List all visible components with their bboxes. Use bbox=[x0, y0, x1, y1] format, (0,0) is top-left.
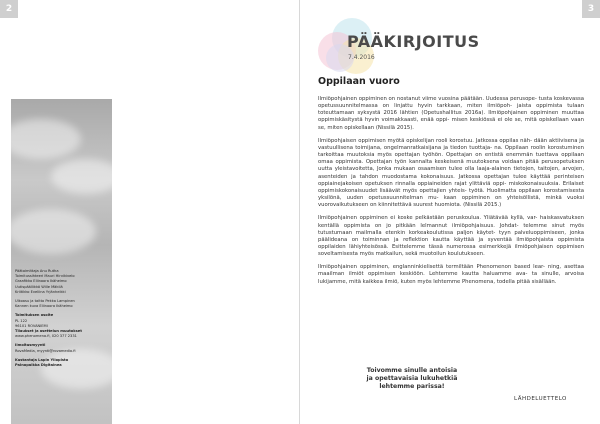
cover-sky-image bbox=[11, 99, 112, 424]
closing-line: ja opettavaisia lukuhetkiä bbox=[366, 375, 458, 382]
article-paragraph: Ilmiöpohjainen oppiminen on nostanut viime vuosina päätään. Uudessa perusope- tusta koskevassa opetussuunnitelmassa on linjattu hyvin tarkkaan, miten ilmiöpoh- jaista oppimista tulaan toteuttamaan syksystä 2016 lähtien (Opetushallitus 2016a). Ilmiöpohjainen oppiminen muuttaa oppimiskäsitystä hyvin voimakkaasti, enää oppi- misen keskiössä ei ole se, mitä opiskellaan vaan se, miten opiskellaan (Nissilä 2015). bbox=[318, 96, 584, 131]
credit-editor: Päätoimittaja Anu Rutha bbox=[15, 269, 59, 273]
closing-line: Toivomme sinulle antoisia bbox=[366, 367, 458, 374]
credit-cover: Kannen kuva Eliinoora Ikäheimo bbox=[15, 304, 73, 309]
section-date: 7.4.2016 bbox=[348, 54, 375, 61]
ads-contact: RovaMedia, myynti@rovamedia.fi bbox=[15, 348, 76, 353]
credit-layout: Ulkoasu ja taitto Pekka Lampinen bbox=[15, 299, 75, 304]
office-line: www.phenomena.fi, 020 377 2331 bbox=[15, 334, 77, 339]
credit-secretary: Toimitussihteeri Mauri Hirvikivelo bbox=[15, 274, 75, 279]
office-line: Tilaukset ja asettelun muutokset bbox=[15, 329, 82, 334]
credit-news: Uutispäällikkö Wille Mäkilä bbox=[15, 284, 63, 289]
page-number-right: 3 bbox=[582, 0, 600, 18]
credits-block bbox=[15, 269, 111, 368]
article-paragraph: Ilmiöpohjainen oppiminen ei koske pelkästään peruskoulua. Yliätävää kyllä, var- haiskasvatuksen kentällä oppimista on jo pitkään lelmannut ilmiöpohjaisuus. Johdat- telemme sinut myös tutustumaan mailmalla etenkin korkeakoulutissa paljon käytet- tyyn palveluoppimiseen, jonka päälideana on toiminnan ja reflektion kautta käyttää ja syventää ilmiöpohjaista oppimista oppilaiden lähiyhteisössä. Esittelemme tässä numerossa esimerkkejä ilmiöpohjaisen oppimisen soveltamisesta myös matkailun, sekä muotoilun koulutukseen. bbox=[318, 215, 584, 258]
article-paragraph: Ilmiöpohjainen oppiminen, englanninkielisettä termiltään Phenomenon based lear- ning, asettaa maailman ilmiöt oppimisen keskiöön. Lehtemme kautta haluamme ava- ta sinulle, arvoisa lukijamme, mitä kaikkea ilmiö, kuten myös lehtemme Phenomena, todella pitää sisällään. bbox=[318, 264, 584, 285]
article-paragraph: Ilmiöpohjaisen oppimisen myötä opiskelijan rooli korostuu. Jatkossa oppilas näh- dään aktiivisena ja vastuullisena toimijana, ongelmanratkaisijana ja tiedon tuottaja- na. Oppilaan roolin korostuminen tarkoittaa muutoksia myös opettajan työhön. Opettajan on entistä enemmän tuettava oppilaan omaa oppimista. Opettajan työn kannalta keskeisenä muutoksena voidaan pitää perusopetuksen uutta yleistavoitetta, Jonka mukaan osaamisen tulee olla laaja-alainen tietojen, taitojen, arvojen, asenteiden ja tahdon muodostama kokonaisuus. Jatkossa opettajan tulee käyttää perinteisen oppiainejakoisen opetuksen rinnalla oppiaineiden rajat ylittäviä oppi- miskokonaisuuksia. Erilaiset oppimiskokonaisuudet lisäävät myös opettajien yhteis- työtä. Huolimatta oppilaan korostamisesta yksilönä, uuden opetussuunnitelman mu- kaan oppiminen on yhteisöllistä, minkä vuoksi vuorovaikutukseen on kiinnitettävä suurest huomiota. (Nissilä 2015.) bbox=[318, 137, 584, 209]
closing-message bbox=[362, 367, 462, 391]
article-body bbox=[318, 96, 584, 292]
office-label: Toimituksen osoite bbox=[15, 313, 54, 318]
section-title: PÄÄKIRJOITUS bbox=[347, 32, 480, 51]
printer: Painopaikka Digitalnea bbox=[15, 363, 62, 368]
publisher: Kustantaja Lapin Yliopisto bbox=[15, 357, 69, 362]
closing-line: lehtemme parissa! bbox=[379, 383, 445, 390]
article-title: Oppilaan vuoro bbox=[318, 76, 400, 87]
office-line: 96101 ROVANIEMI bbox=[15, 323, 48, 328]
credit-graphic: Graafikko Eliinoora Ikäheimo bbox=[15, 279, 67, 284]
page-number-left: 2 bbox=[0, 0, 18, 18]
credit-critic: Kriitikko Eveliina Yrjänheikki bbox=[15, 289, 66, 294]
office-line: PL 122 bbox=[15, 318, 28, 323]
ads-label: Ilmoitusmyynti bbox=[15, 343, 46, 348]
references-link[interactable]: LÄHDELUETTELO bbox=[514, 396, 567, 402]
